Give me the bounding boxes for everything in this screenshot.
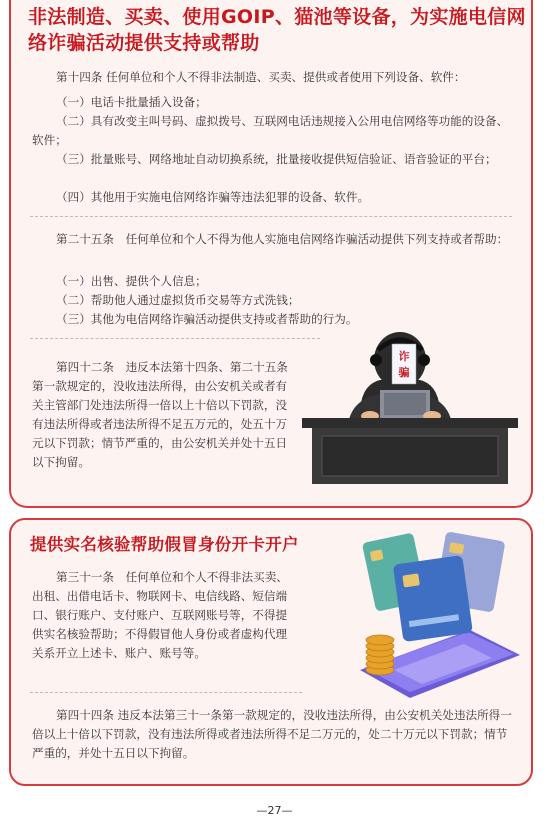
hacker-illustration [300, 330, 520, 490]
svg-text:骗: 骗 [398, 366, 410, 379]
article-14-item: （二）具有改变主叫号码、虚拟拨号、互联网电话违规接入公用电信网络等功能的设备、软件； [32, 114, 509, 147]
divider [30, 216, 512, 217]
scam-mask-label: 诈 [398, 350, 410, 363]
phone-cards-illustration [350, 530, 530, 700]
article-25-item: （三）其他为电信网络诈骗活动提供支持或者帮助的行为。 [56, 312, 358, 326]
article-14-item: （一）电话卡批量插入设备； [56, 95, 207, 109]
article-44-text: 第四十四条 违反本法第三十一条第一款规定的，没收违法所得，由公安机关处违法所得一倍以上十倍以下罚款，没有违法所得或者违法所得不足二万元的，处二十万元以下罚款；情节严重的，并处十五日以下拘留。 [32, 708, 512, 760]
article-25-item: （二）帮助他人通过虚拟货币交易等方式洗钱； [56, 293, 300, 307]
page-number: —27— [256, 804, 293, 817]
divider [30, 692, 302, 693]
article-14-item: （三）批量账号、网络地址自动切换系统，批量接收提供短信验证、语音验证的平台； [56, 152, 497, 166]
article-14-item: （四）其他用于实施电信网络诈骗等违法犯罪的设备、软件。 [56, 190, 370, 204]
divider [30, 338, 320, 339]
article-42-text: 第四十二条 违反本法第十四条、第二十五条第一款规定的，没收违法所得，由公安机关或者有关主管部门处违法所得一倍以上十倍以下罚款，没有违法所得或者违法所得不足五万元的，处五十万元以下罚款；情节严重的，由公安机关并处十五日以下拘留。 [32, 360, 288, 469]
section-title-real-name: 提供实名核验帮助假冒身份开卡开户 [30, 535, 299, 554]
article-31-text: 第三十一条 任何单位和个人不得非法买卖、出租、出借电话卡、物联网卡、电信线路、短信端口、银行账户、支付账户、互联网账号等，不得提供实名核验帮助；不得假冒他人身份或者虚构代理关系开立上述卡、账户、账号等。 [32, 570, 288, 660]
article-25-item: （一）出售、提供个人信息； [56, 274, 207, 288]
section-title-goip: 非法制造、买卖、使用GOIP、猫池等设备，为实施电信网络诈骗活动提供支持或帮助 [28, 6, 526, 54]
article-14-intro: 第十四条 任何单位和个人不得非法制造、买卖、提供或者使用下列设备、软件： [56, 70, 466, 84]
article-25-intro: 第二十五条 任何单位和个人不得为他人实施电信网络诈骗活动提供下列支持或者帮助： [56, 232, 509, 246]
